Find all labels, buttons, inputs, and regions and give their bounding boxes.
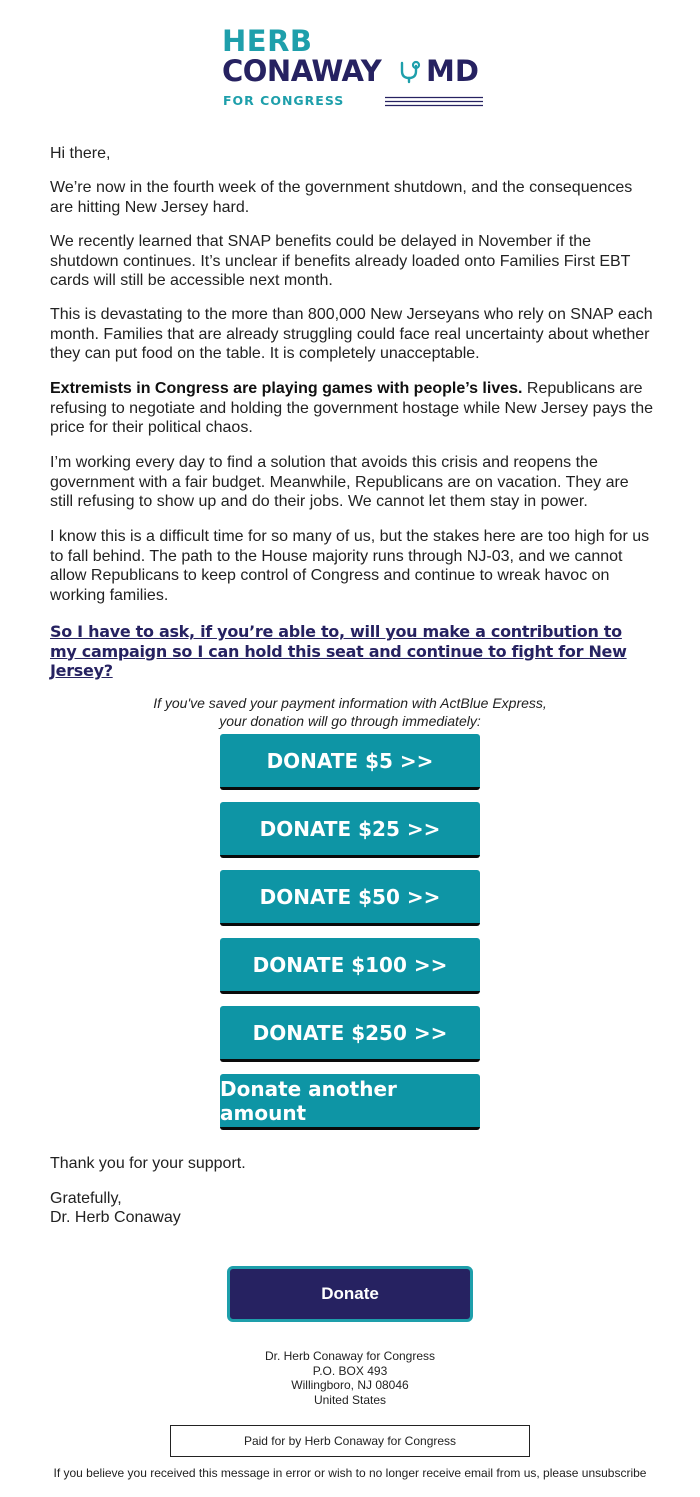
address-line: Willingboro, NJ 08046	[291, 1378, 409, 1392]
signature-text: Dr. Herb Conaway	[50, 1209, 181, 1226]
contribution-ask-link[interactable]: So I have to ask, if you’re able to, will you make a contribution to my campaign so I can hold this seat and continue to fight for New Jersey?	[50, 622, 627, 680]
logo-decorative-lines	[385, 96, 483, 108]
donate-other-amount-button[interactable]: Donate another amount	[220, 1074, 480, 1130]
donate-250-button[interactable]: DONATE $250 >>	[220, 1006, 480, 1062]
paragraph-4-bold: Extremists in Congress are playing games with people’s lives.	[50, 380, 523, 397]
express-note-line-1: If you've saved your payment information with ActBlue Express,	[153, 695, 547, 711]
greeting: Hi there,	[50, 145, 111, 162]
actblue-express-note	[0, 694, 700, 730]
paid-for-disclaimer: Paid for by Herb Conaway for Congress	[170, 1425, 530, 1457]
logo-first-name: HERB	[222, 24, 313, 58]
unsubscribe-link[interactable]: unsubscribe	[581, 1466, 647, 1480]
express-note-line-2: your donation will go through immediately:	[219, 713, 481, 729]
unsubscribe-notice	[0, 1466, 700, 1480]
address-line: Dr. Herb Conaway for Congress	[264, 1349, 436, 1363]
paragraph-2: We recently learned that SNAP benefits could be delayed in November if the shutdown continues. It’s unclear if benefits already loaded onto Families First EBT cards will still be accessible next month.	[50, 233, 631, 289]
address-line: P.O. BOX 493	[312, 1363, 388, 1378]
logo-tagline: FOR CONGRESS	[223, 93, 345, 108]
thanks-text: Thank you for your support.	[50, 1155, 246, 1172]
paragraph-5: I’m working every day to find a solution that avoids this crisis and reopens the government with a fair budget. Meanwhile, Republicans are on vacation. They are still refusing to show up and do their jobs. We cannot let them stay in power.	[50, 454, 629, 510]
logo-md: MD	[426, 54, 479, 88]
signoff-text: Gratefully,	[50, 1190, 122, 1207]
donate-100-button[interactable]: DONATE $100 >>	[220, 938, 480, 994]
paragraph-4	[50, 379, 655, 438]
unsubscribe-text: If you believe you received this message in error or wish to no longer receive email from us, please	[53, 1466, 582, 1480]
mailing-address	[0, 1349, 700, 1407]
campaign-logo	[222, 26, 492, 112]
paragraph-6: I know this is a difficult time for so many of us, but the stakes here are too high for us to fall behind. The path to the House majority runs through NJ-03, and we cannot allow Republicans to keep control of Congress and continue to wreak havoc on working families.	[50, 528, 650, 604]
stethoscope-icon	[398, 60, 424, 86]
address-line: United States	[313, 1392, 387, 1407]
donate-5-button[interactable]: DONATE $5 >>	[220, 734, 480, 790]
paragraph-3: This is devastating to the more than 800,000 New Jerseyans who rely on SNAP each month. Families that are already struggling could face real uncertainty about whether they can put food on the table. It is completely unacceptable.	[50, 306, 653, 362]
footer-donate-button[interactable]: Donate	[227, 1266, 473, 1322]
paragraph-4-rest: Republicans are refusing to negotiate and holding the government hostage while New Jersey pays the price for their political chaos.	[50, 380, 654, 436]
donate-50-button[interactable]: DONATE $50 >>	[220, 870, 480, 926]
logo-last-name: CONAWAY	[222, 54, 382, 88]
donate-25-button[interactable]: DONATE $25 >>	[220, 802, 480, 858]
paragraph-1: We’re now in the fourth week of the government shutdown, and the consequences are hitting New Jersey hard.	[50, 179, 633, 216]
